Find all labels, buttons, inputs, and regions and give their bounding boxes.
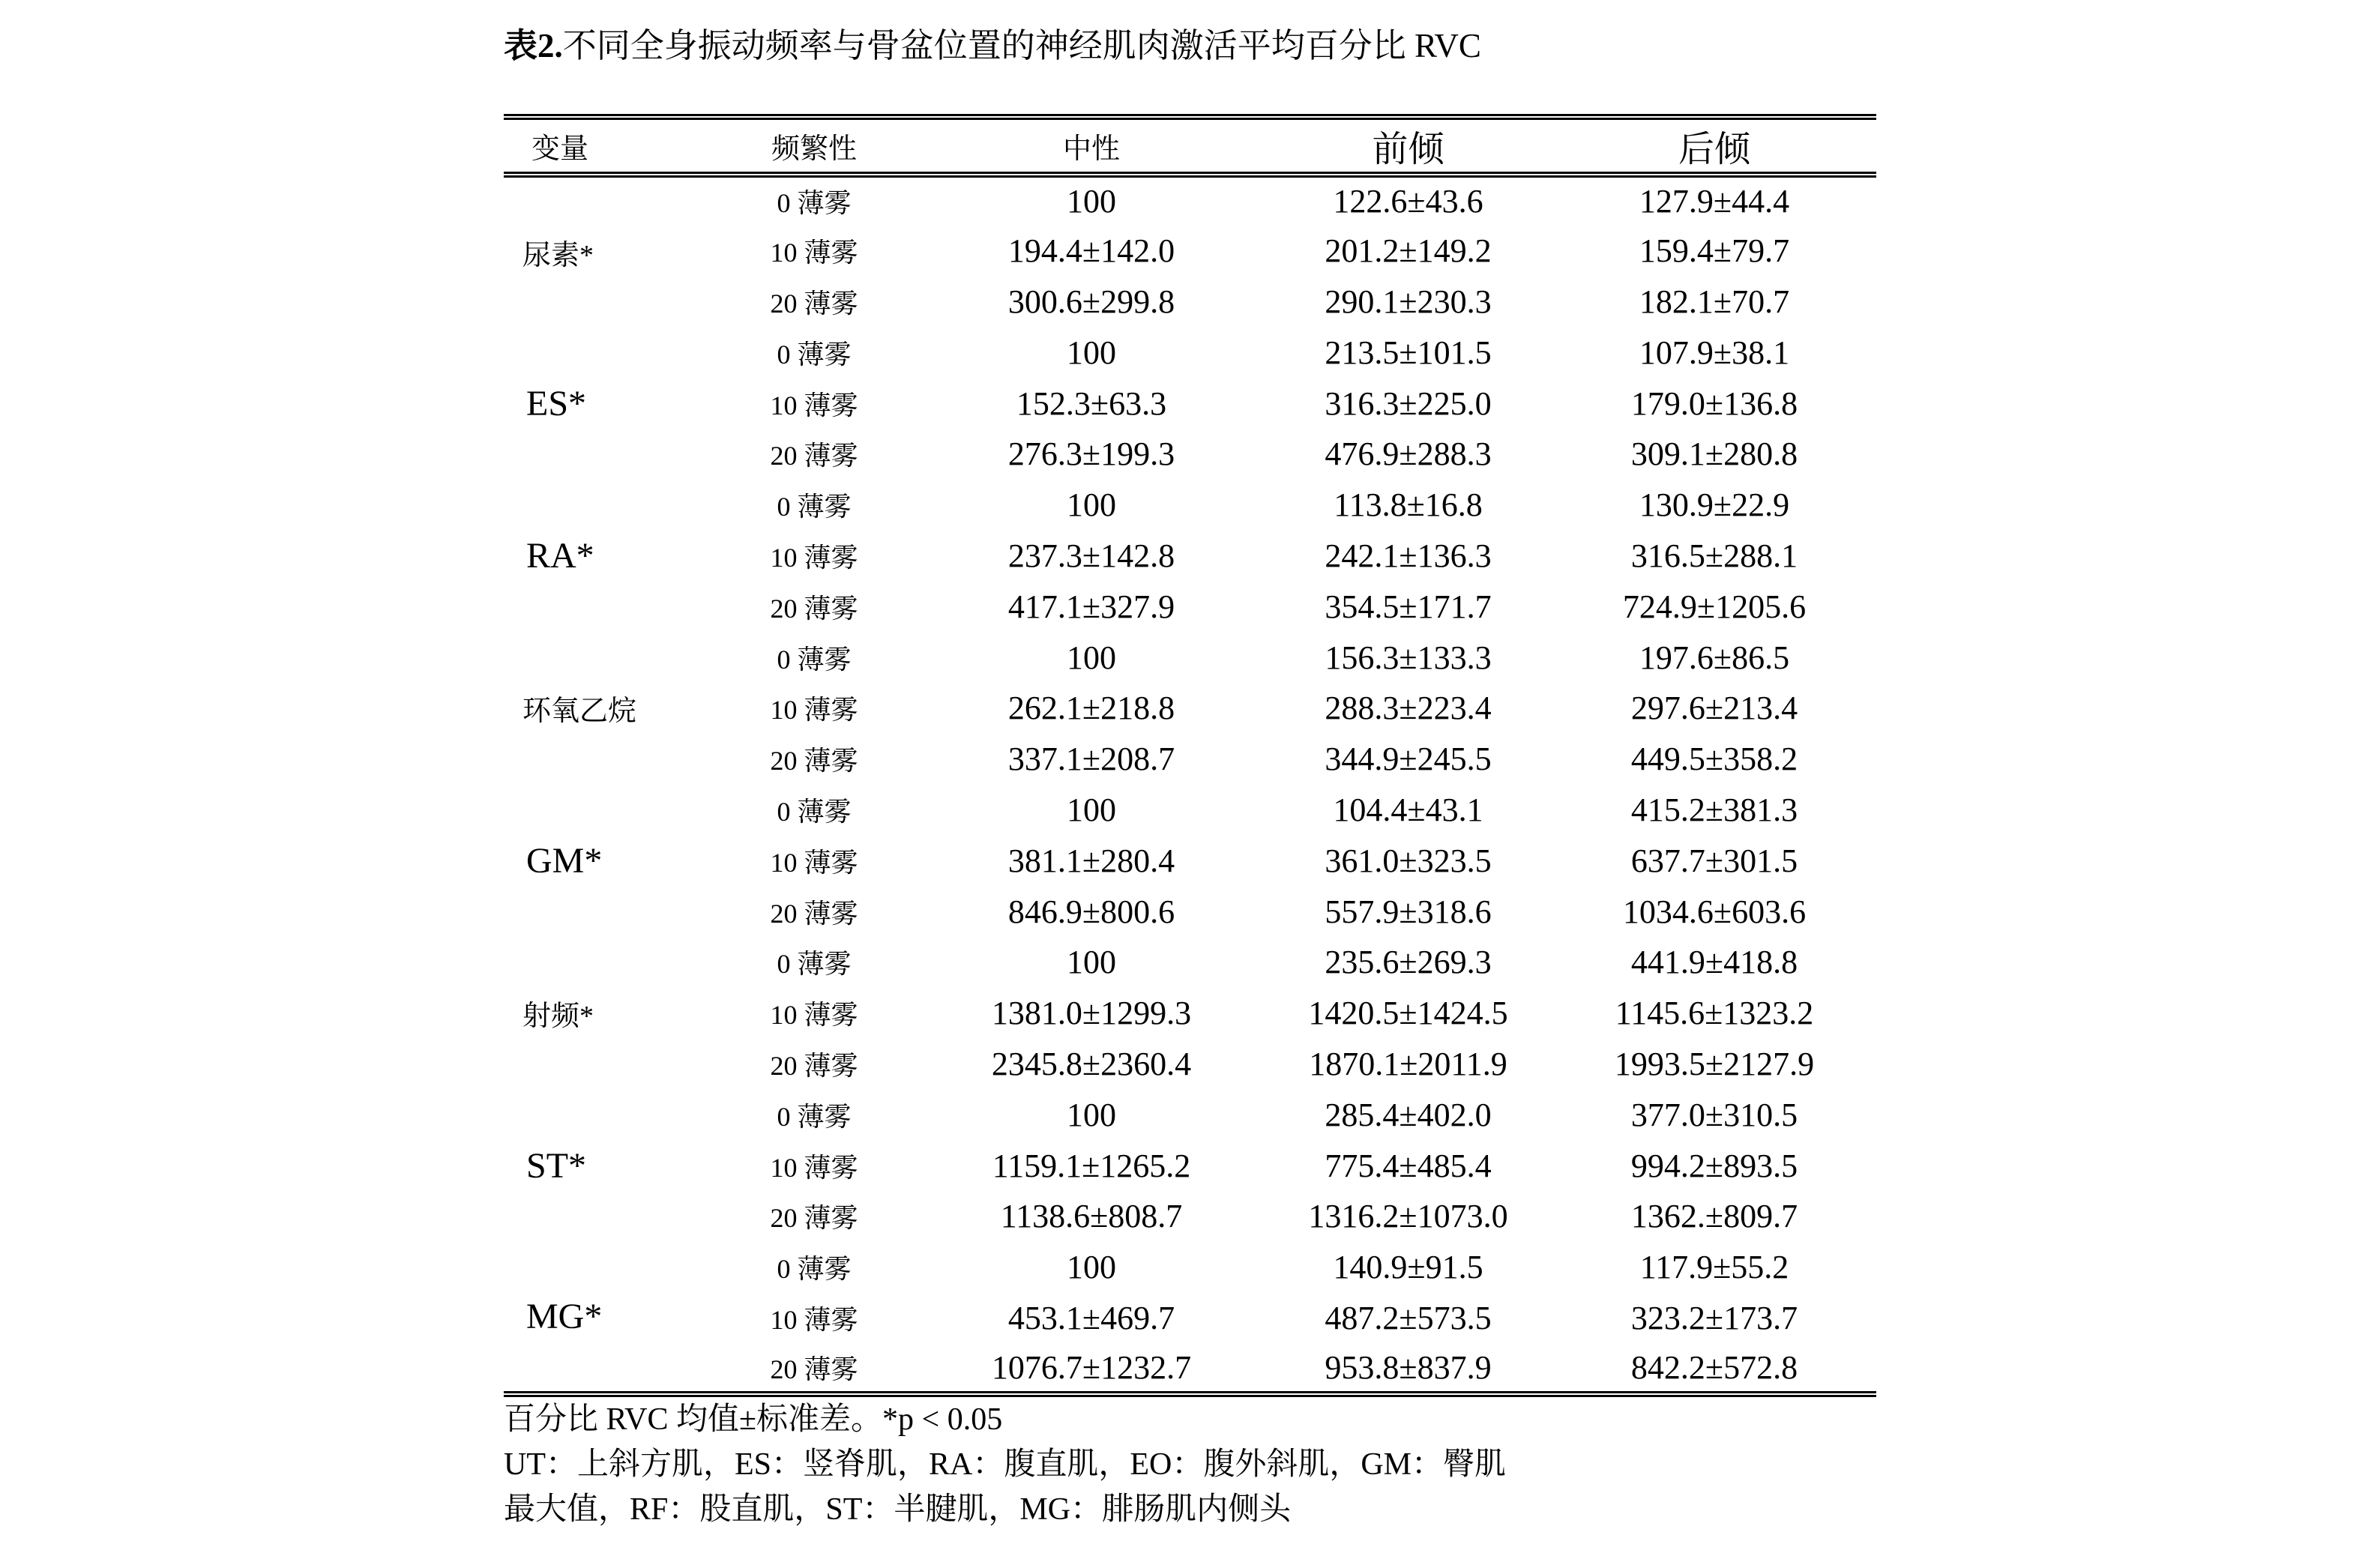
table-row [504, 277, 1876, 328]
forward-cell: 1316.2±1073.0 [1308, 1198, 1508, 1235]
forward-cell: 557.9±318.6 [1325, 893, 1492, 930]
table-row [504, 785, 1876, 836]
table-row [504, 1343, 1876, 1394]
forward-cell: 344.9±245.5 [1325, 741, 1492, 778]
neutral-cell: 100 [1067, 1096, 1116, 1133]
frequency-cell: 10 薄雾 [770, 390, 858, 420]
header-row [504, 117, 1876, 175]
frequency-cell: 0 薄雾 [777, 949, 852, 980]
backward-cell: 415.2±381.3 [1630, 791, 1798, 828]
forward-cell: 487.2±573.5 [1325, 1299, 1492, 1336]
backward-cell: 1993.5±2127.9 [1614, 1045, 1815, 1082]
forward-cell: 156.3±133.3 [1325, 639, 1492, 676]
frequency-cell: 0 薄雾 [777, 188, 852, 219]
neutral-cell: 100 [1067, 791, 1116, 828]
backward-cell: 449.5±358.2 [1630, 741, 1798, 778]
col-header-forward: 前倾 [1372, 130, 1444, 169]
neutral-cell: 100 [1067, 1249, 1116, 1286]
neutral-cell: 276.3±199.3 [1007, 435, 1175, 473]
table-row [504, 480, 1876, 531]
backward-cell: 297.6±213.4 [1630, 690, 1798, 727]
forward-cell: 775.4±485.4 [1325, 1147, 1492, 1184]
table-row [504, 327, 1876, 378]
frequency-cell: 0 薄雾 [777, 1254, 852, 1285]
forward-cell: 235.6±269.3 [1325, 944, 1492, 981]
variable-cell: 尿素* [522, 240, 594, 272]
neutral-cell: 152.3±63.3 [1016, 385, 1167, 422]
frequency-cell: 10 薄雾 [770, 542, 858, 573]
backward-cell: 197.6±86.5 [1639, 639, 1790, 676]
forward-cell: 201.2±149.2 [1325, 232, 1492, 270]
col-header-backward: 后倾 [1678, 130, 1750, 169]
frequency-cell: 0 薄雾 [777, 492, 852, 522]
variable-cell: ES* [526, 383, 587, 423]
forward-cell: 140.9±91.5 [1333, 1249, 1483, 1286]
neutral-cell: 1076.7±1232.7 [991, 1348, 1192, 1386]
col-header-frequency: 频繁性 [771, 133, 857, 165]
neutral-cell: 100 [1067, 486, 1116, 524]
backward-cell: 377.0±310.5 [1630, 1096, 1798, 1133]
table-row [504, 175, 1876, 226]
backward-cell: 637.7±301.5 [1630, 842, 1798, 879]
neutral-cell: 453.1±469.7 [1007, 1299, 1175, 1336]
frequency-cell: 10 薄雾 [770, 1152, 858, 1183]
forward-cell: 285.4±402.0 [1325, 1096, 1492, 1133]
neutral-cell: 237.3±142.8 [1007, 537, 1175, 574]
table-row [504, 937, 1876, 988]
forward-cell: 242.1±136.3 [1325, 537, 1492, 574]
table-row [504, 1293, 1876, 1344]
frequency-cell: 10 薄雾 [770, 695, 858, 726]
forward-cell: 213.5±101.5 [1325, 334, 1492, 371]
table-footnotes [504, 1397, 1506, 1532]
table-row [504, 988, 1876, 1039]
forward-cell: 953.8±837.9 [1325, 1348, 1492, 1386]
backward-cell: 842.2±572.8 [1630, 1348, 1798, 1386]
frequency-cell: 20 薄雾 [770, 898, 858, 929]
data-table [504, 114, 1876, 1397]
backward-cell: 107.9±38.1 [1639, 334, 1790, 371]
table-title-text: 不同全身振动频率与骨盆位置的神经肌肉激活平均百分比 RVC [562, 27, 1481, 64]
table-row [504, 1242, 1876, 1293]
footnote-abbreviations-1: UT：上斜方肌，ES：竖脊肌，RA：腹直肌，EO：腹外斜肌，GM：臀肌 [504, 1447, 1507, 1482]
backward-cell: 182.1±70.7 [1639, 283, 1790, 320]
backward-cell: 309.1±280.8 [1630, 435, 1798, 473]
neutral-cell: 100 [1067, 183, 1116, 220]
forward-cell: 113.8±16.8 [1334, 486, 1483, 524]
backward-cell: 179.0±136.8 [1630, 385, 1798, 422]
table-row [504, 226, 1876, 277]
footnote-stats: 百分比 RVC 均值±标准差。*p < 0.05 [504, 1402, 1003, 1437]
frequency-cell: 20 薄雾 [770, 746, 858, 776]
backward-cell: 316.5±288.1 [1630, 537, 1798, 574]
variable-cell: RA* [526, 535, 594, 576]
forward-cell: 354.5±171.7 [1325, 588, 1492, 625]
neutral-cell: 846.9±800.6 [1007, 893, 1175, 930]
frequency-cell: 20 薄雾 [770, 288, 858, 319]
neutral-cell: 1138.6±808.7 [1000, 1198, 1183, 1235]
forward-cell: 316.3±225.0 [1325, 385, 1492, 422]
backward-cell: 159.4±79.7 [1639, 232, 1790, 270]
table-container [504, 114, 1876, 1397]
variable-cell: MG* [526, 1296, 603, 1336]
table-row [504, 1191, 1876, 1242]
table-row [504, 581, 1876, 632]
forward-cell: 1420.5±1424.5 [1308, 995, 1508, 1032]
backward-cell: 441.9±418.8 [1630, 944, 1798, 981]
table-title-number: 表2. [504, 27, 563, 64]
neutral-cell: 100 [1067, 639, 1116, 676]
neutral-cell: 300.6±299.8 [1007, 283, 1175, 320]
backward-cell: 1145.6±1323.2 [1615, 995, 1814, 1032]
backward-cell: 724.9±1205.6 [1622, 588, 1807, 625]
frequency-cell: 0 薄雾 [777, 339, 852, 370]
neutral-cell: 417.1±327.9 [1007, 588, 1175, 625]
backward-cell: 127.9±44.4 [1639, 183, 1790, 220]
frequency-cell: 10 薄雾 [770, 238, 858, 268]
table-title [504, 24, 1481, 67]
footnote-abbreviations-2: 最大值，RF：股直肌，ST：半腱肌，MG：腓肠肌内侧头 [504, 1492, 1292, 1527]
forward-cell: 290.1±230.3 [1325, 283, 1492, 320]
frequency-cell: 0 薄雾 [777, 644, 852, 675]
backward-cell: 994.2±893.5 [1630, 1147, 1798, 1184]
neutral-cell: 262.1±218.8 [1007, 690, 1175, 727]
forward-cell: 476.9±288.3 [1325, 435, 1492, 473]
frequency-cell: 20 薄雾 [770, 1050, 858, 1081]
forward-cell: 122.6±43.6 [1333, 183, 1483, 220]
neutral-cell: 2345.8±2360.4 [991, 1045, 1192, 1082]
table-row [504, 886, 1876, 937]
frequency-cell: 10 薄雾 [770, 1304, 858, 1335]
frequency-cell: 10 薄雾 [770, 847, 858, 878]
table-row [504, 835, 1876, 886]
forward-cell: 1870.1±2011.9 [1309, 1045, 1507, 1082]
frequency-cell: 0 薄雾 [777, 796, 852, 827]
table-row [504, 683, 1876, 734]
table-row [504, 1140, 1876, 1191]
table-header [504, 117, 1876, 175]
col-header-neutral: 中性 [1062, 133, 1120, 165]
frequency-cell: 20 薄雾 [770, 441, 858, 471]
backward-cell: 1034.6±603.6 [1622, 893, 1807, 930]
frequency-cell: 20 薄雾 [770, 1203, 858, 1234]
frequency-cell: 0 薄雾 [777, 1101, 852, 1132]
table-row [504, 531, 1876, 582]
table-body [504, 175, 1876, 1394]
backward-cell: 130.9±22.9 [1639, 486, 1790, 524]
table-row [504, 734, 1876, 785]
neutral-cell: 100 [1067, 944, 1116, 981]
backward-cell: 117.9±55.2 [1639, 1249, 1789, 1286]
table-row [504, 632, 1876, 683]
frequency-cell: 20 薄雾 [770, 593, 858, 624]
backward-cell: 1362.±809.7 [1630, 1198, 1798, 1235]
table-row [504, 1039, 1876, 1090]
forward-cell: 288.3±223.4 [1325, 690, 1492, 727]
table-row [504, 1089, 1876, 1140]
col-header-variable: 变量 [531, 133, 589, 165]
table-row [504, 429, 1876, 480]
variable-cell: GM* [526, 840, 603, 881]
forward-cell: 104.4±43.1 [1333, 791, 1483, 828]
variable-cell: 射频* [522, 1001, 594, 1033]
frequency-cell: 20 薄雾 [770, 1354, 858, 1384]
backward-cell: 323.2±173.7 [1630, 1299, 1798, 1336]
forward-cell: 361.0±323.5 [1325, 842, 1492, 879]
neutral-cell: 100 [1067, 334, 1116, 371]
frequency-cell: 10 薄雾 [770, 1000, 858, 1031]
table-row [504, 378, 1876, 429]
variable-cell: ST* [526, 1145, 587, 1186]
neutral-cell: 381.1±280.4 [1007, 842, 1175, 879]
neutral-cell: 1159.1±1265.2 [992, 1147, 1191, 1184]
variable-cell: 环氧乙烷 [522, 696, 637, 728]
neutral-cell: 337.1±208.7 [1007, 741, 1175, 778]
neutral-cell: 1381.0±1299.3 [991, 995, 1192, 1032]
neutral-cell: 194.4±142.0 [1007, 232, 1175, 270]
